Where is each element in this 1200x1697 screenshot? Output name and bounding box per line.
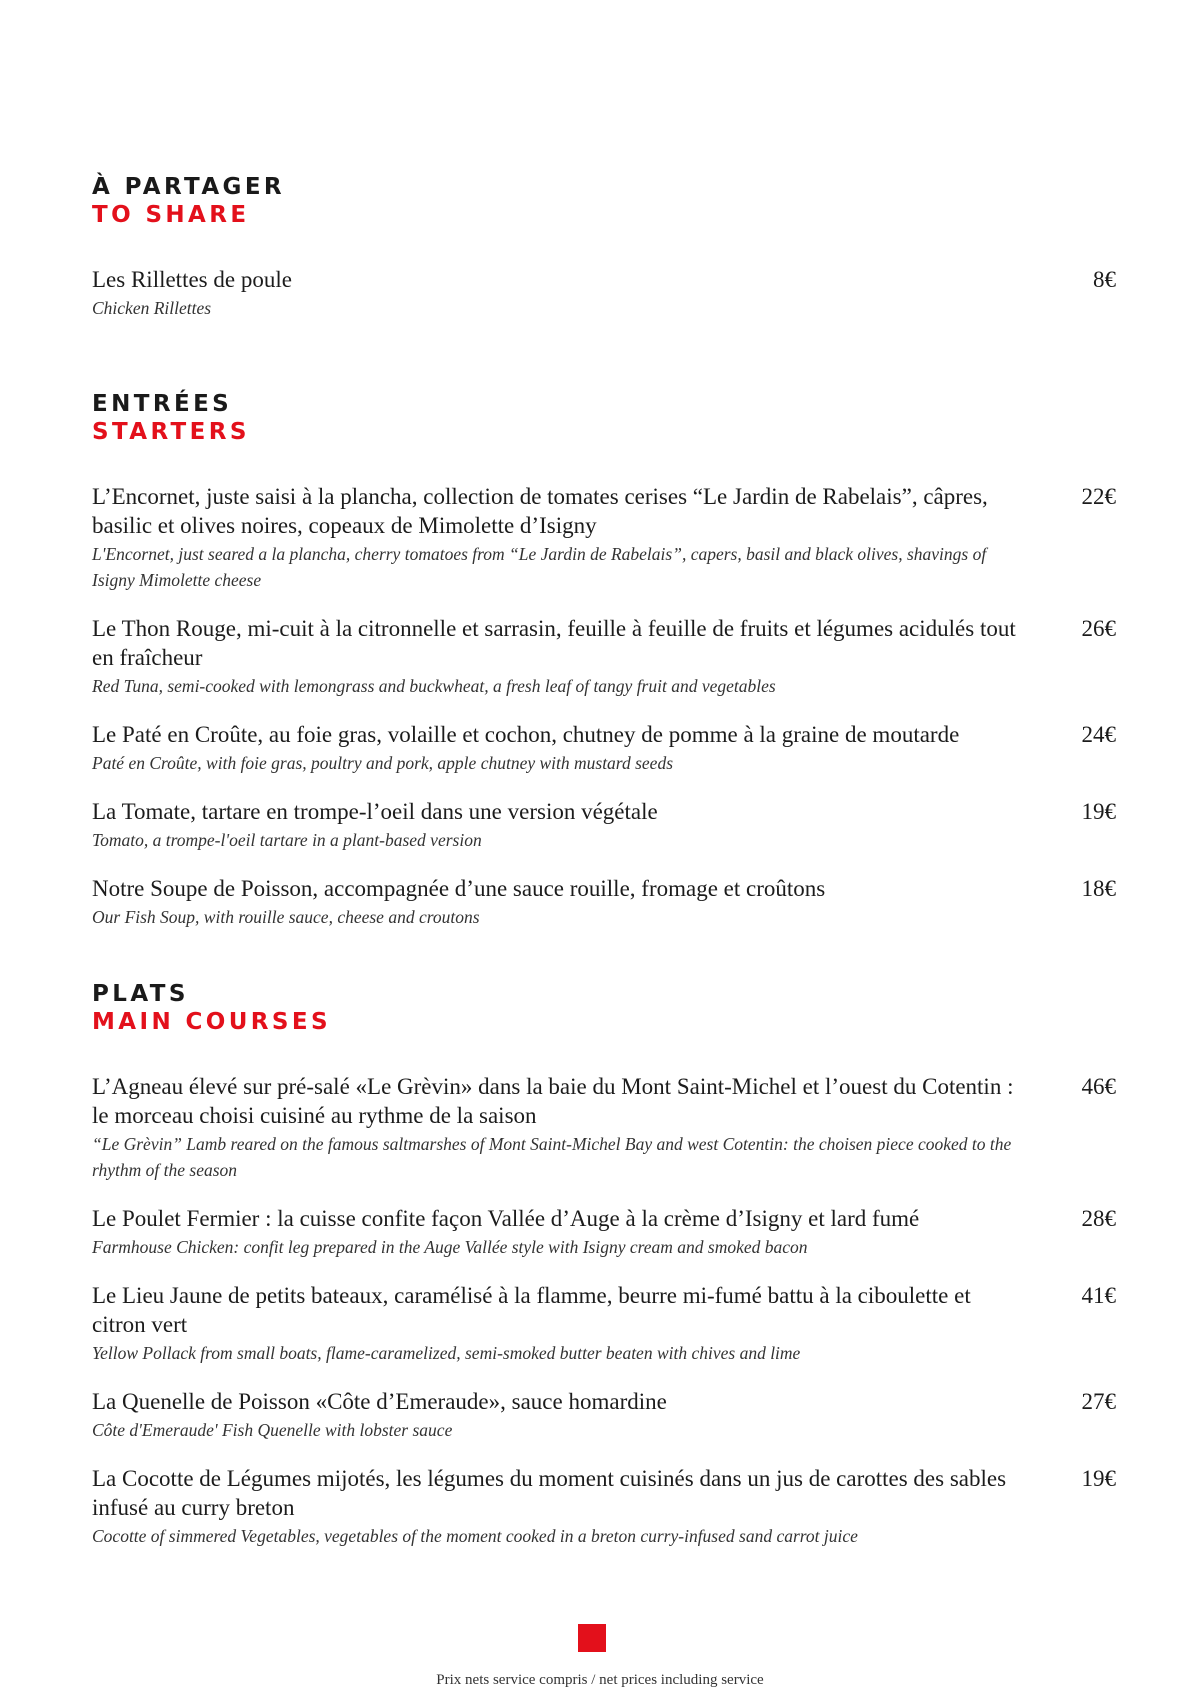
menu-item — [92, 720, 1116, 776]
dish-name-en: Tomato, a trompe-l'oeil tartare in a plant-based version — [92, 830, 482, 850]
section-title-en: STARTERS — [92, 419, 250, 445]
dish-price: 46€ — [1081, 1074, 1116, 1099]
dish-name-en: Farmhouse Chicken: confit leg prepared in the Auge Vallée style with Isigny cream and smoked bacon — [92, 1237, 808, 1257]
dish-price: 24€ — [1081, 722, 1116, 747]
footer-note: Prix nets service compris / net prices including service — [436, 1672, 764, 1688]
dish-name-en: Yellow Pollack from small boats, flame-caramelized, semi-smoked butter beaten with chives and lime — [92, 1343, 801, 1363]
menu-item — [92, 874, 1116, 930]
section-title-fr: PLATS — [92, 981, 189, 1007]
menu-item — [92, 614, 1116, 699]
dish-name-en: “Le Grèvin” Lamb reared on the famous saltmarshes of Mont Saint-Michel Bay and west Cotentin: the choisen piece cooked to the rhythm of the season — [92, 1134, 1012, 1180]
section-title-fr: ENTRÉES — [92, 391, 233, 417]
menu-item — [92, 1281, 1116, 1366]
dish-price: 22€ — [1081, 484, 1116, 509]
dish-name-en: L'Encornet, just seared a la plancha, cherry tomatoes from “Le Jardin de Rabelais”, capers, basil and black olives, shavings of Isigny Mimolette cheese — [92, 544, 987, 590]
section-to-share — [92, 173, 1116, 342]
dish-price: 19€ — [1081, 1466, 1116, 1491]
dish-name-fr: Le Paté en Croûte, au foie gras, volaille et cochon, chutney de pomme à la graine de moutarde — [92, 722, 960, 747]
dish-price: 28€ — [1081, 1206, 1116, 1231]
menu-item — [92, 482, 1116, 593]
dish-name-en: Côte d'Emeraude' Fish Quenelle with lobster sauce — [92, 1420, 453, 1440]
section-title-fr: À PARTAGER — [92, 174, 286, 200]
dish-name-en: Cocotte of simmered Vegetables, vegetables of the moment cooked in a breton curry-infused sand carrot juice — [92, 1526, 858, 1546]
dish-name-fr: Le Lieu Jaune de petits bateaux, caramélisé à la flamme, beurre mi-fumé battu à la ciboulette et citron vert — [92, 1283, 971, 1337]
dish-name-fr: L’Encornet, juste saisi à la plancha, collection de tomates cerises “Le Jardin de Rabelais”, câpres, basilic et olives noires, copeaux de Mimolette d’Isigny — [92, 484, 988, 538]
dish-price: 41€ — [1081, 1283, 1116, 1308]
dish-price: 8€ — [1093, 267, 1116, 292]
menu-item — [92, 1387, 1116, 1443]
section-main-courses — [92, 980, 1116, 1570]
dish-price: 19€ — [1081, 799, 1116, 824]
menu-item — [92, 1464, 1116, 1549]
dish-name-fr: L’Agneau élevé sur pré-salé «Le Grèvin» dans la baie du Mont Saint-Michel et l’ouest du Cotentin : le morceau choisi cuisiné au rythme de la saison — [92, 1074, 1014, 1128]
section-title-en: MAIN COURSES — [92, 1009, 331, 1035]
dish-name-fr: Les Rillettes de poule — [92, 267, 292, 292]
dish-price: 27€ — [1081, 1389, 1116, 1414]
red-square-logo — [578, 1624, 606, 1652]
dish-name-en: Paté en Croûte, with foie gras, poultry and pork, apple chutney with mustard seeds — [92, 753, 674, 773]
dish-price: 26€ — [1081, 616, 1116, 641]
dish-name-en: Red Tuna, semi-cooked with lemongrass and buckwheat, a fresh leaf of tangy fruit and vegetables — [92, 676, 776, 696]
dish-name-fr: Notre Soupe de Poisson, accompagnée d’une sauce rouille, fromage et croûtons — [92, 876, 826, 901]
menu-item — [92, 265, 1116, 321]
dish-price: 18€ — [1081, 876, 1116, 901]
dish-name-fr: Le Thon Rouge, mi-cuit à la citronnelle et sarrasin, feuille à feuille de fruits et légumes acidulés tout en fraîcheur — [92, 616, 1016, 670]
section-title-en: TO SHARE — [92, 202, 250, 228]
menu-item — [92, 1072, 1116, 1183]
section-heading — [92, 980, 1116, 1036]
dish-name-fr: Le Poulet Fermier : la cuisse confite façon Vallée d’Auge à la crème d’Isigny et lard fumé — [92, 1206, 920, 1231]
section-heading — [92, 173, 1116, 229]
dish-name-fr: La Quenelle de Poisson «Côte d’Emeraude», sauce homardine — [92, 1389, 667, 1414]
dish-name-fr: La Cocotte de Légumes mijotés, les légumes du moment cuisinés dans un jus de carottes des sables infusé au curry breton — [92, 1466, 1007, 1520]
section-heading — [92, 390, 1116, 446]
dish-name-fr: La Tomate, tartare en trompe-l’oeil dans une version végétale — [92, 799, 658, 824]
dish-name-en: Our Fish Soup, with rouille sauce, cheese and croutons — [92, 907, 480, 927]
menu-item — [92, 797, 1116, 853]
dish-name-en: Chicken Rillettes — [92, 298, 212, 318]
section-starters — [92, 390, 1116, 951]
menu-item — [92, 1204, 1116, 1260]
